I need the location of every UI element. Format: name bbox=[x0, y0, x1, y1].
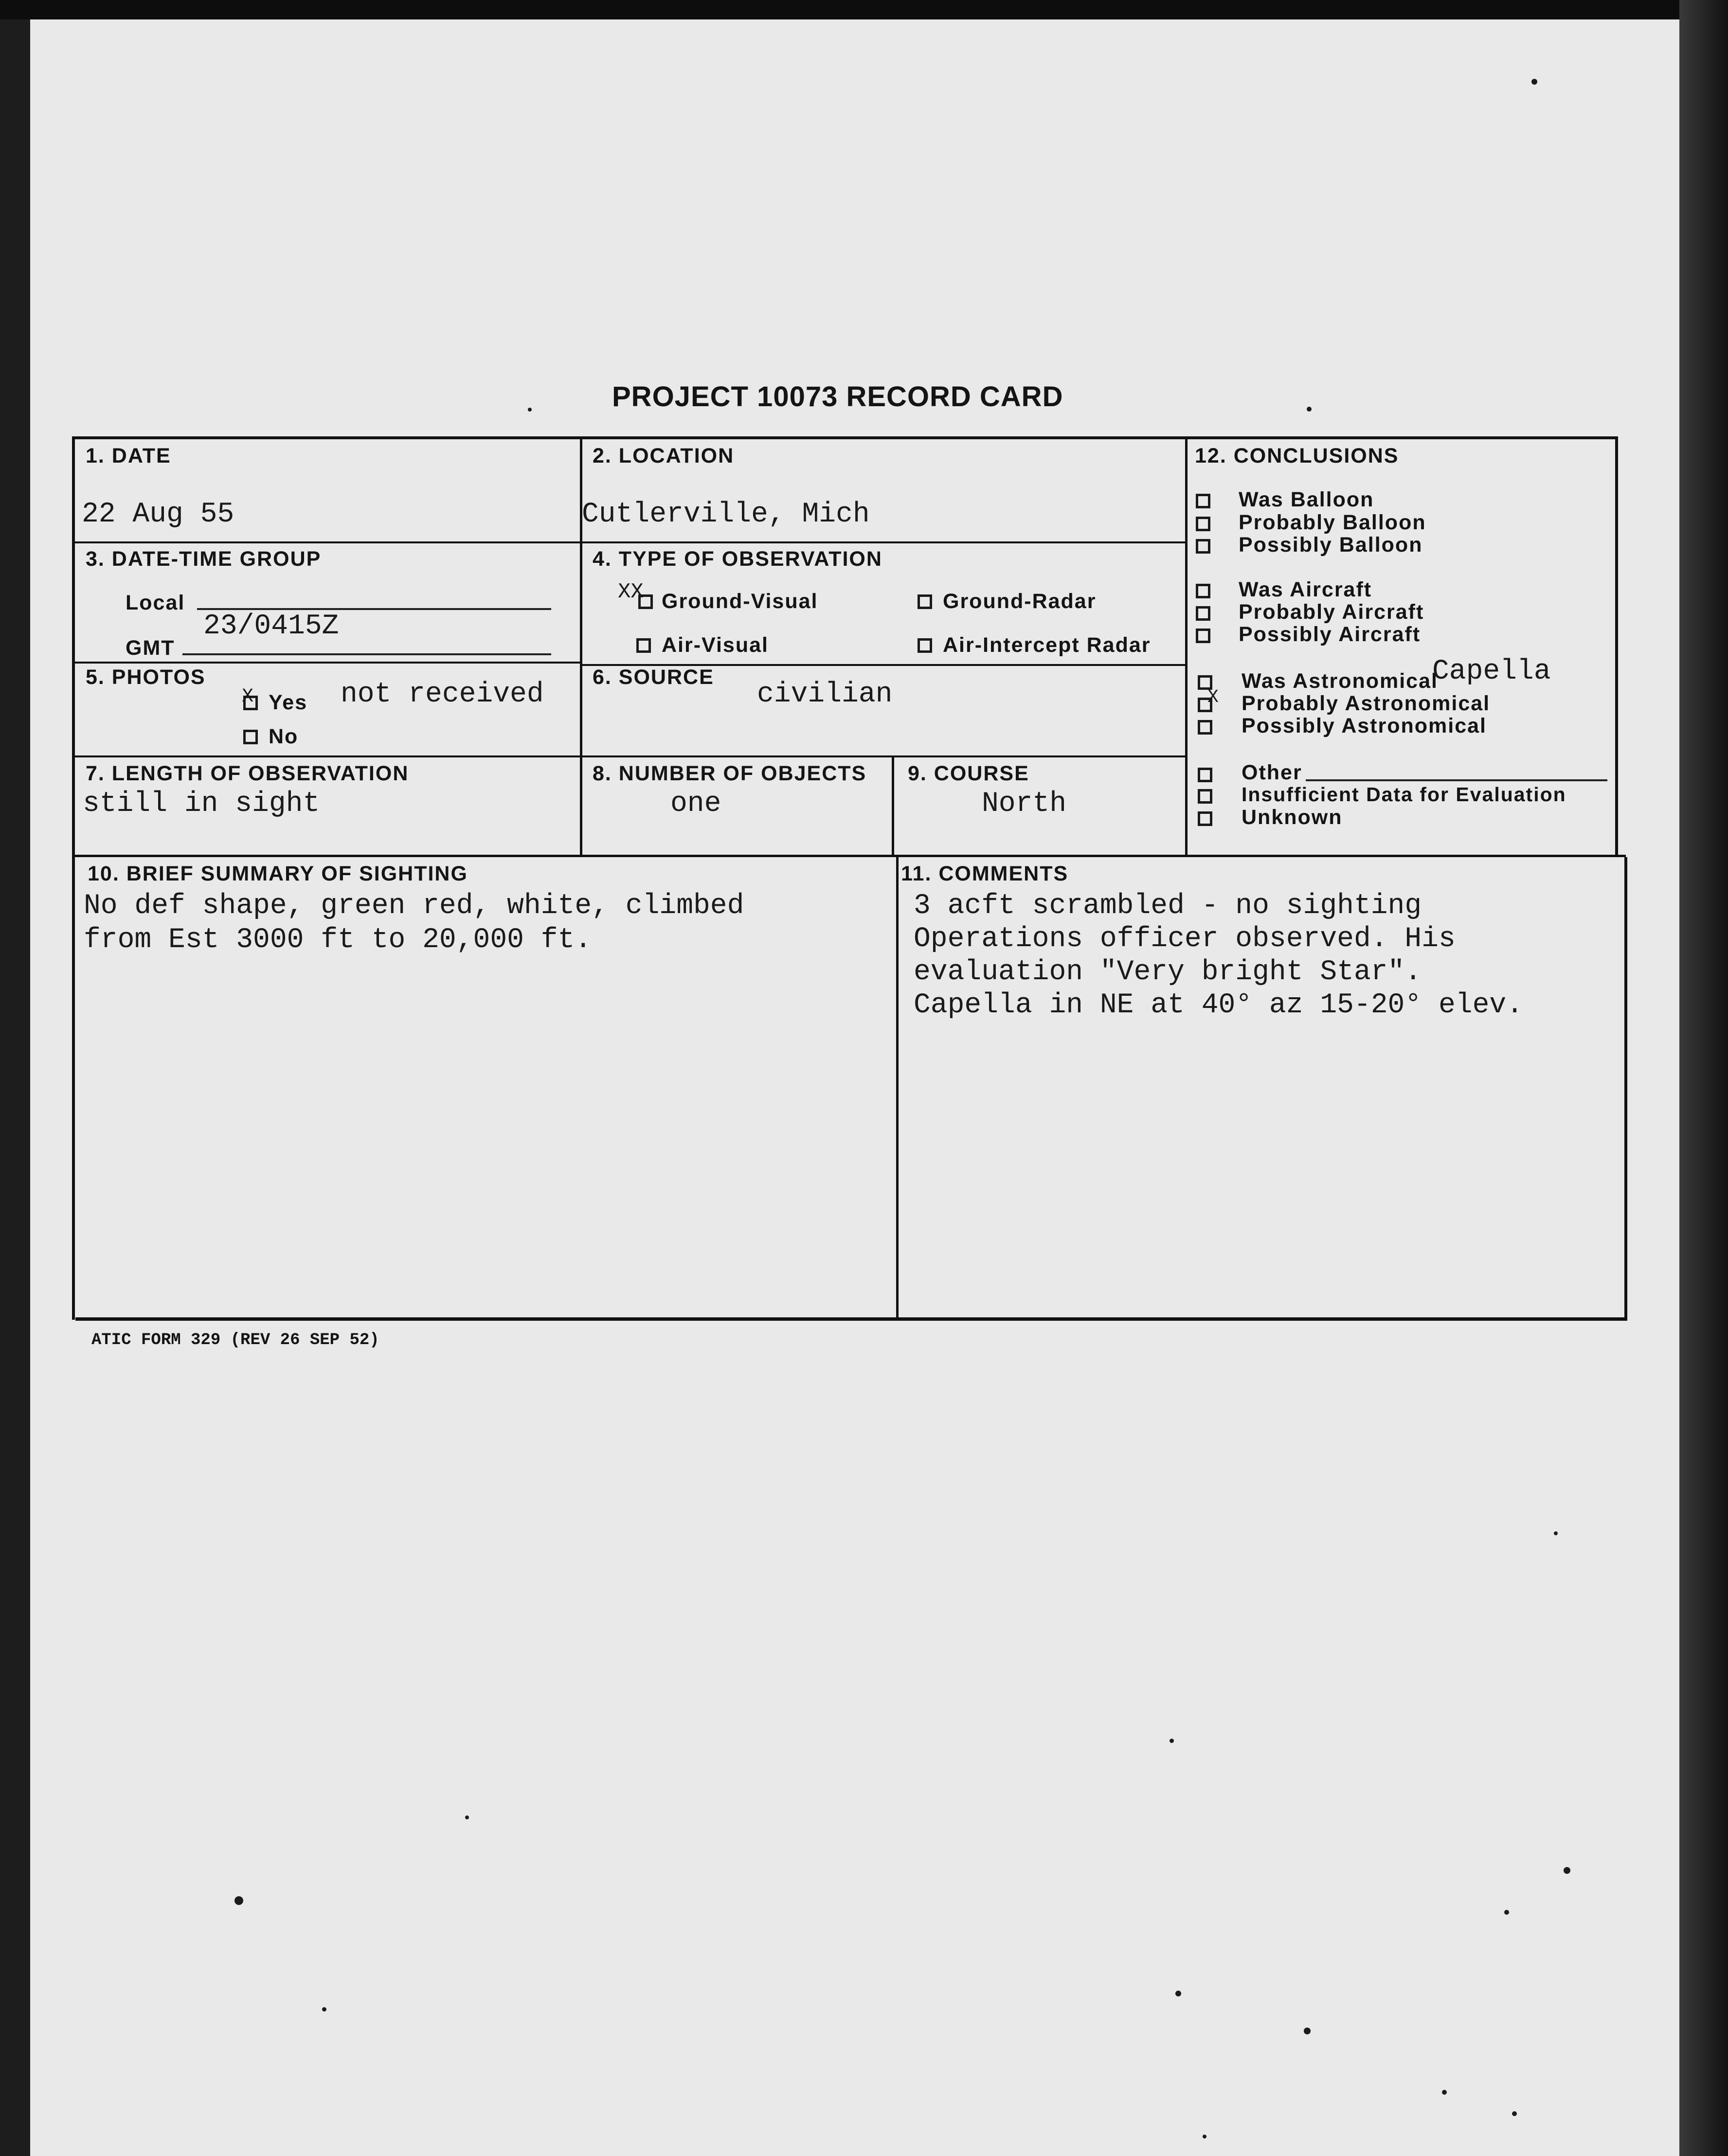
comments-label: 11. COMMENTS bbox=[901, 862, 1069, 885]
was-aircraft-checkbox[interactable] bbox=[1196, 584, 1210, 598]
photos-no-checkbox[interactable] bbox=[243, 730, 258, 744]
comments-line: Capella in NE at 40° az 15-20° elev. bbox=[914, 989, 1524, 1021]
probably-astronomical-mark: X bbox=[1207, 687, 1219, 708]
scan-speck bbox=[1304, 2028, 1311, 2034]
objects-value: one bbox=[670, 788, 721, 820]
other-line bbox=[1306, 779, 1607, 781]
frame-bottom bbox=[75, 1317, 1627, 1321]
comments-line: Operations officer observed. His bbox=[914, 923, 1456, 955]
divider-col8-9 bbox=[892, 756, 894, 855]
photos-yes-label: Yes bbox=[269, 691, 308, 714]
photos-note: not received bbox=[341, 679, 544, 710]
divider-col-conclusions bbox=[1185, 436, 1188, 855]
dtg-label: 3. DATE-TIME GROUP bbox=[86, 547, 322, 571]
air-visual-checkbox[interactable] bbox=[636, 638, 651, 653]
source-label: 6. SOURCE bbox=[593, 665, 714, 689]
scan-speck bbox=[1512, 2111, 1517, 2116]
air-visual-label: Air-Visual bbox=[662, 633, 769, 657]
objects-label: 8. NUMBER OF OBJECTS bbox=[593, 762, 867, 785]
hline-row2-left bbox=[73, 662, 581, 664]
obs-type-label: 4. TYPE OF OBSERVATION bbox=[593, 547, 882, 571]
dtg-gmt-line bbox=[182, 653, 551, 655]
conclusions-label: 12. CONCLUSIONS bbox=[1195, 444, 1399, 467]
probably-aircraft-label: Probably Aircraft bbox=[1239, 600, 1424, 624]
comments-line: 3 acft scrambled - no sighting bbox=[914, 890, 1422, 922]
card-title: PROJECT 10073 RECORD CARD bbox=[612, 381, 1063, 413]
scan-speck bbox=[1203, 2135, 1206, 2138]
unknown-label: Unknown bbox=[1242, 806, 1343, 829]
scan-speck bbox=[234, 1896, 243, 1905]
form-footer: ATIC FORM 329 (REV 26 SEP 52) bbox=[91, 1331, 379, 1349]
air-intercept-checkbox[interactable] bbox=[918, 638, 932, 653]
probably-aircraft-checkbox[interactable] bbox=[1196, 606, 1210, 621]
scan-speck bbox=[1170, 1739, 1174, 1743]
summary-line: from Est 3000 ft to 20,000 ft. bbox=[84, 924, 592, 956]
source-value: civilian bbox=[757, 679, 893, 710]
summary-label: 10. BRIEF SUMMARY OF SIGHTING bbox=[88, 862, 468, 885]
scan-speck bbox=[1504, 1910, 1509, 1915]
location-label: 2. LOCATION bbox=[593, 444, 735, 467]
ground-visual-checkbox[interactable] bbox=[638, 594, 653, 609]
frame-top bbox=[72, 436, 1618, 439]
frame-right-lower bbox=[1624, 857, 1627, 1320]
length-label: 7. LENGTH OF OBSERVATION bbox=[86, 762, 409, 785]
scan-speck bbox=[1564, 1867, 1570, 1874]
ground-visual-mark: XX bbox=[618, 580, 644, 604]
possibly-aircraft-label: Possibly Aircraft bbox=[1239, 623, 1421, 646]
hline-row3 bbox=[73, 755, 1186, 757]
ground-radar-label: Ground-Radar bbox=[943, 590, 1097, 613]
astronomical-note: Capella bbox=[1432, 656, 1551, 687]
hline-row4 bbox=[73, 855, 1626, 857]
ground-radar-checkbox[interactable] bbox=[918, 594, 932, 609]
photos-no-label: No bbox=[269, 725, 299, 748]
dtg-local-line bbox=[197, 608, 551, 610]
other-label: Other bbox=[1242, 761, 1302, 784]
location-value: Cutlerville, Mich bbox=[582, 499, 870, 530]
summary-line: No def shape, green red, white, climbed bbox=[84, 890, 744, 922]
scan-speck bbox=[1307, 407, 1312, 412]
photos-label: 5. PHOTOS bbox=[86, 665, 206, 689]
was-balloon-label: Was Balloon bbox=[1239, 488, 1374, 511]
possibly-balloon-checkbox[interactable] bbox=[1196, 539, 1210, 554]
was-balloon-checkbox[interactable] bbox=[1196, 494, 1210, 508]
scan-speck bbox=[1175, 1991, 1181, 1996]
scan-speck bbox=[1442, 2090, 1447, 2095]
scan-speck bbox=[1531, 79, 1537, 85]
possibly-aircraft-checkbox[interactable] bbox=[1196, 629, 1210, 643]
unknown-checkbox[interactable] bbox=[1198, 811, 1212, 826]
date-label: 1. DATE bbox=[86, 444, 171, 467]
scan-speck bbox=[528, 408, 532, 412]
length-value: still in sight bbox=[83, 788, 320, 820]
was-astronomical-label: Was Astronomical bbox=[1242, 669, 1438, 693]
hline-row1 bbox=[73, 541, 1186, 543]
frame-right-upper bbox=[1615, 436, 1618, 857]
date-value: 22 Aug 55 bbox=[82, 499, 234, 530]
course-label: 9. COURSE bbox=[908, 762, 1029, 785]
scan-speck bbox=[465, 1815, 469, 1819]
insufficient-data-label: Insufficient Data for Evaluation bbox=[1242, 783, 1566, 806]
scan-speck bbox=[1554, 1531, 1558, 1535]
dtg-gmt-label: GMT bbox=[126, 636, 175, 660]
photos-yes-mark: X bbox=[242, 686, 254, 708]
other-checkbox[interactable] bbox=[1198, 768, 1212, 782]
dtg-gmt-value: 23/0415Z bbox=[203, 611, 339, 642]
comments-line: evaluation "Very bright Star". bbox=[914, 956, 1422, 988]
insufficient-data-checkbox[interactable] bbox=[1198, 789, 1212, 804]
ground-visual-label: Ground-Visual bbox=[662, 590, 818, 613]
scan-speck bbox=[322, 2007, 326, 2012]
probably-balloon-label: Probably Balloon bbox=[1239, 511, 1426, 534]
possibly-astronomical-label: Possibly Astronomical bbox=[1242, 714, 1487, 737]
dtg-local-label: Local bbox=[126, 591, 185, 614]
divider-col10-11 bbox=[896, 857, 899, 1319]
air-intercept-label: Air-Intercept Radar bbox=[943, 633, 1151, 657]
possibly-astronomical-checkbox[interactable] bbox=[1198, 720, 1212, 735]
probably-astronomical-label: Probably Astronomical bbox=[1242, 692, 1491, 715]
probably-balloon-checkbox[interactable] bbox=[1196, 517, 1210, 531]
was-aircraft-label: Was Aircraft bbox=[1239, 578, 1372, 601]
frame-left bbox=[72, 436, 75, 1320]
possibly-balloon-label: Possibly Balloon bbox=[1239, 533, 1423, 557]
course-value: North bbox=[982, 788, 1067, 820]
